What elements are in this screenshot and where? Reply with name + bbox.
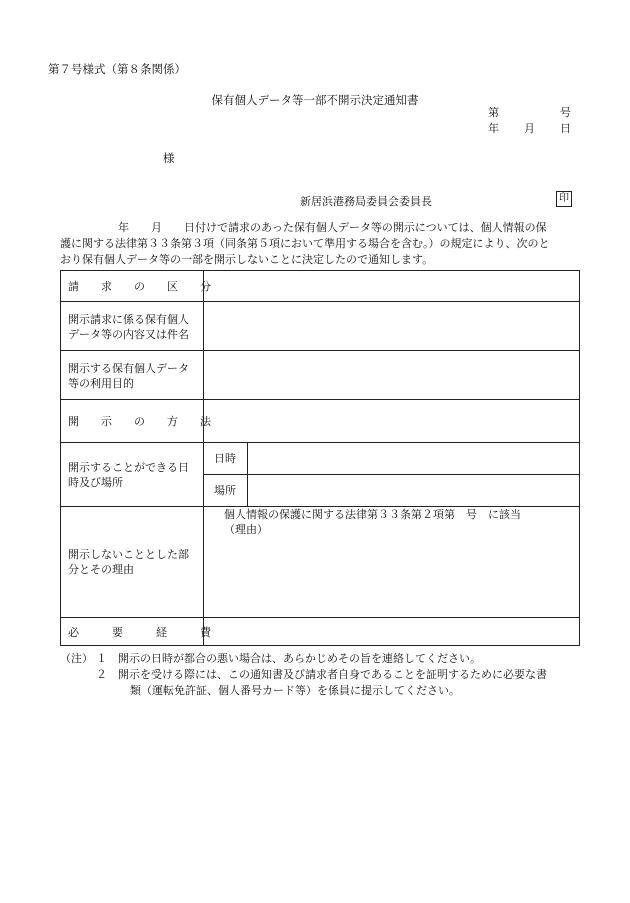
body-paragraph: [60, 220, 580, 268]
datetime-label-line-1: 開示することができる日: [68, 461, 189, 474]
reason-sub-label: （理由）: [224, 523, 268, 536]
body-line-1: 年 月 日付けで請求のあった保有個人データ等の開示については、個人情報の保: [118, 221, 547, 234]
date-sub-label: 日時: [214, 452, 236, 465]
reason-legal-basis: 個人情報の保護に関する法律第３３条第２項第 号 に該当: [224, 508, 521, 521]
request-type-label: 請 求 の 区 分: [68, 280, 211, 293]
body-line-2: 護に関する法律第３３条第３項（同条第５項において準用する場合を含む。）の規定により、次のと: [60, 237, 550, 250]
form-number: 第７号様式（第８条関係）: [48, 62, 186, 76]
note-2-number: ２: [96, 668, 107, 681]
recipient-honorific: 様: [163, 151, 175, 165]
number-prefix: 第: [488, 106, 499, 119]
content-label-line-2: データ等の内容又は件名: [68, 328, 189, 341]
note-1-text: 開示の日時が都合の悪い場合は、あらかじめその旨を連絡してください。: [118, 652, 481, 665]
seal-mark: 印: [556, 191, 572, 207]
date-month: 月: [524, 122, 535, 135]
note-2-text-line-2: 類（運転免許証、個人番号カード等）を係員に提示してください。: [130, 684, 460, 697]
reason-label-line-2: 分とその理由: [68, 563, 134, 576]
note-2-text-line-1: 開示を受ける際には、この通知書及び請求者自身であることを証明するために必要な書: [118, 668, 547, 681]
fee-label: 必 要 経 費: [68, 626, 211, 639]
decision-table: [60, 270, 580, 646]
purpose-label-line-2: 等の利用目的: [68, 377, 134, 390]
date-day: 日: [560, 122, 571, 135]
method-label: 開 示 の 方 法: [68, 415, 211, 428]
document-title: 保有個人データ等一部不開示決定通知書: [211, 93, 419, 107]
reason-label-line-1: 開示しないこととした部: [68, 548, 189, 561]
number-suffix: 号: [560, 106, 571, 119]
notes-prefix: （注）: [60, 652, 93, 665]
date-year: 年: [488, 122, 499, 135]
datetime-label-line-2: 時及び場所: [68, 476, 123, 489]
issuer-name: 新居浜港務局委員会委員長: [300, 195, 432, 208]
body-line-3: おり保有個人データ等の一部を開示しないことに決定したので通知します。: [60, 253, 434, 266]
content-label-line-1: 開示請求に係る保有個人: [68, 313, 189, 326]
place-sub-label: 場所: [214, 484, 236, 497]
purpose-label-line-1: 開示する保有個人データ: [68, 362, 189, 375]
note-1-number: １: [96, 652, 107, 665]
